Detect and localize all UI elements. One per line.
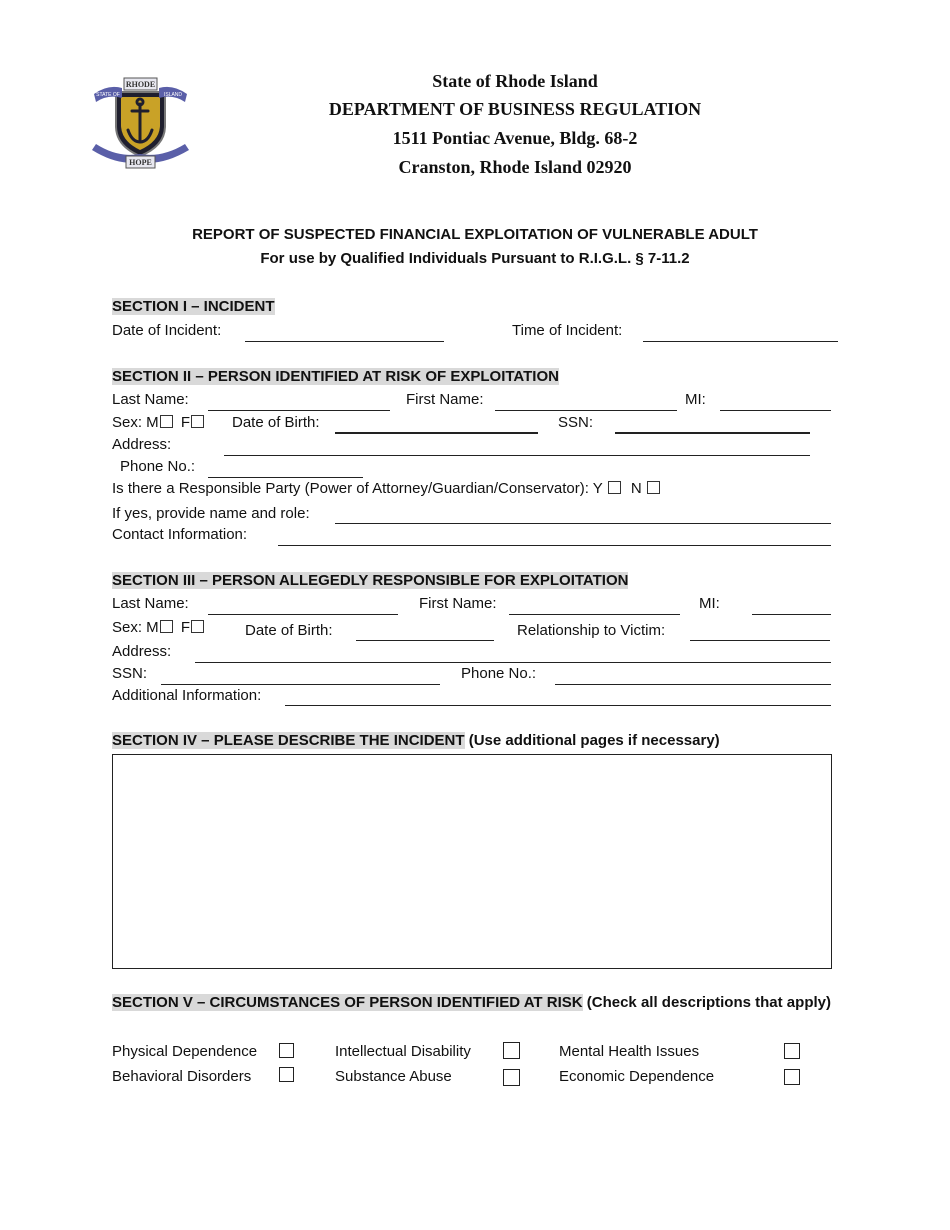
option-intellectual-disability-checkbox[interactable]: [503, 1042, 520, 1059]
letterhead-city: Cranston, Rhode Island 02920: [398, 157, 632, 177]
suspect-ssn-field[interactable]: [161, 684, 440, 685]
additional-information-label: Additional Information:: [112, 687, 262, 704]
victim-first-name-label: First Name:: [406, 391, 484, 408]
suspect-first-name-field[interactable]: [509, 614, 680, 615]
section2-heading: SECTION II – PERSON IDENTIFIED AT RISK OF EXPLOITATION: [112, 368, 559, 385]
suspect-phone-field[interactable]: [555, 684, 831, 685]
responsible-party-question: Is there a Responsible Party (Power of Attorney/Guardian/Conservator): Y: [112, 480, 603, 497]
seal-text-top: RHODE: [125, 80, 156, 89]
incident-description-textarea[interactable]: [112, 754, 832, 969]
victim-ssn-label: SSN:: [558, 414, 594, 431]
suspect-sex-m-checkbox[interactable]: [160, 620, 173, 633]
victim-ssn-field[interactable]: [615, 432, 810, 434]
date-of-incident-label: Date of Incident:: [112, 322, 222, 339]
section5-note: (Check all descriptions that apply): [582, 994, 831, 1011]
state-seal: [88, 74, 193, 172]
section4-note: (Use additional pages if necessary): [464, 732, 720, 749]
victim-mi-label: MI:: [685, 391, 706, 408]
responsible-party-no-checkbox[interactable]: [647, 481, 660, 494]
victim-sex-f-checkbox[interactable]: [191, 415, 204, 428]
suspect-relationship-label: Relationship to Victim:: [517, 622, 666, 639]
seal-text-right: ISLAND: [163, 92, 183, 98]
suspect-last-name-label: Last Name:: [112, 595, 189, 612]
time-of-incident-label: Time of Incident:: [512, 322, 623, 339]
suspect-sex-f-checkbox[interactable]: [191, 620, 204, 633]
suspect-dob-label: Date of Birth:: [245, 622, 333, 639]
victim-address-field[interactable]: [224, 455, 810, 456]
responsible-party-yes-checkbox[interactable]: [608, 481, 621, 494]
option-substance-abuse-label: Substance Abuse: [335, 1068, 452, 1085]
victim-sex-label: Sex: M: [112, 414, 159, 431]
suspect-last-name-field[interactable]: [208, 614, 398, 615]
contact-information-label: Contact Information:: [112, 526, 248, 543]
victim-first-name-field[interactable]: [495, 410, 677, 411]
option-economic-dependence-label: Economic Dependence: [559, 1068, 715, 1085]
victim-sex-f-label: F: [180, 414, 191, 431]
suspect-sex-row: [112, 619, 205, 637]
date-of-incident-field[interactable]: [245, 341, 444, 342]
letterhead-department: DEPARTMENT OF BUSINESS REGULATION: [328, 99, 702, 119]
suspect-first-name-label: First Name:: [419, 595, 497, 612]
report-title: REPORT OF SUSPECTED FINANCIAL EXPLOITATION OF VULNERABLE ADULT: [192, 226, 758, 243]
letterhead-address: 1511 Pontiac Avenue, Bldg. 68-2: [392, 128, 638, 148]
victim-sex-row: [112, 414, 205, 432]
responsible-party-row: [112, 480, 661, 498]
suspect-sex-label: Sex: M: [112, 619, 159, 636]
option-mental-health-checkbox[interactable]: [784, 1043, 800, 1059]
section1-heading: SECTION I – INCIDENT: [112, 298, 275, 315]
section3-heading: SECTION III – PERSON ALLEGEDLY RESPONSIBLE FOR EXPLOITATION: [112, 572, 629, 589]
rhode-island-seal-icon: [88, 74, 193, 172]
suspect-mi-label: MI:: [699, 595, 720, 612]
option-intellectual-disability-label: Intellectual Disability: [335, 1043, 471, 1060]
suspect-sex-f-label: F: [180, 619, 191, 636]
section4-heading: SECTION IV – PLEASE DESCRIBE THE INCIDENT (Use additional pages if necessary): [112, 732, 720, 749]
suspect-address-field[interactable]: [195, 662, 831, 663]
victim-phone-label: Phone No.:: [120, 458, 196, 475]
victim-mi-field[interactable]: [720, 410, 831, 411]
option-substance-abuse-checkbox[interactable]: [503, 1069, 520, 1086]
victim-last-name-label: Last Name:: [112, 391, 189, 408]
suspect-relationship-field[interactable]: [690, 640, 830, 641]
suspect-mi-field[interactable]: [752, 614, 831, 615]
option-behavioral-disorders-label: Behavioral Disorders: [112, 1068, 252, 1085]
victim-phone-field[interactable]: [208, 477, 363, 478]
seal-text-bottom: HOPE: [129, 158, 152, 167]
section5-heading: SECTION V – CIRCUMSTANCES OF PERSON IDENTIFIED AT RISK (Check all descriptions that apply): [112, 994, 831, 1011]
responsible-party-no-label: N: [630, 480, 642, 497]
contact-information-field[interactable]: [278, 545, 831, 546]
suspect-phone-label: Phone No.:: [461, 665, 537, 682]
responsible-name-role-field[interactable]: [335, 523, 831, 524]
option-mental-health-label: Mental Health Issues: [559, 1043, 700, 1060]
suspect-ssn-label: SSN:: [112, 665, 148, 682]
responsible-name-role-label: If yes, provide name and role:: [112, 505, 310, 522]
victim-address-label: Address:: [112, 436, 172, 453]
option-behavioral-disorders-checkbox[interactable]: [279, 1067, 294, 1082]
report-subtitle: For use by Qualified Individuals Pursuant to R.I.G.L. § 7-11.2: [260, 250, 690, 267]
option-physical-dependence-checkbox[interactable]: [279, 1043, 294, 1058]
letterhead-state: State of Rhode Island: [432, 71, 598, 91]
victim-dob-field[interactable]: [335, 432, 538, 434]
suspect-address-label: Address:: [112, 643, 172, 660]
victim-sex-m-checkbox[interactable]: [160, 415, 173, 428]
additional-information-field[interactable]: [285, 705, 831, 706]
seal-text-left: STATE OF: [96, 92, 120, 98]
suspect-dob-field[interactable]: [356, 640, 494, 641]
option-economic-dependence-checkbox[interactable]: [784, 1069, 800, 1085]
victim-last-name-field[interactable]: [208, 410, 390, 411]
time-of-incident-field[interactable]: [643, 341, 838, 342]
option-physical-dependence-label: Physical Dependence: [112, 1043, 258, 1060]
victim-dob-label: Date of Birth:: [232, 414, 320, 431]
